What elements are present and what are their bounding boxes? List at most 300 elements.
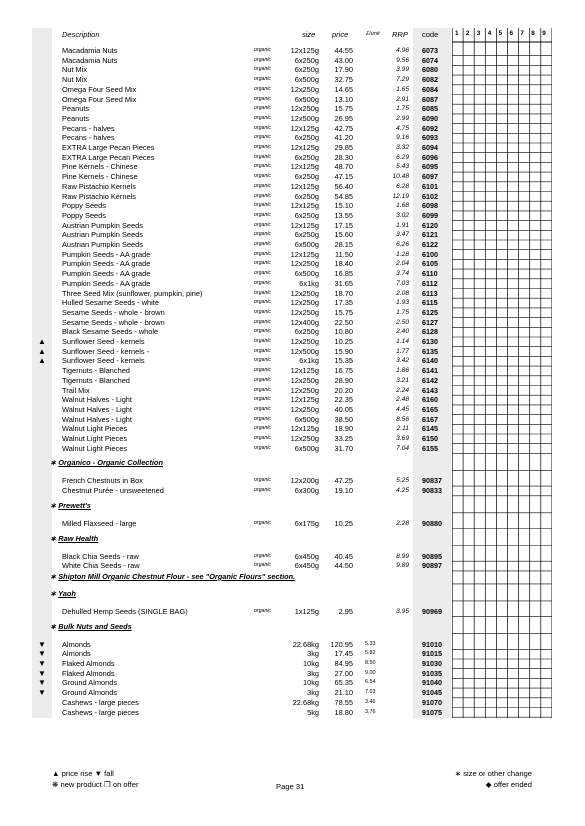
product-description: Walnut Light Pieces <box>62 424 128 434</box>
header-price: price <box>332 30 349 39</box>
case-price: 11.50 <box>335 249 353 259</box>
organic-label: organic <box>254 444 272 451</box>
pack-size: 12x250g <box>290 385 319 395</box>
organic-label: organic <box>254 211 272 218</box>
rrp-price: 8.56 <box>396 415 409 423</box>
product-description: Pecans - halves <box>62 123 115 133</box>
product-description: Flaked Almonds <box>62 659 115 668</box>
product-code: 6122 <box>422 240 438 249</box>
organic-label: organic <box>254 76 272 83</box>
rrp-price: 2.24 <box>396 386 409 394</box>
price-change-marker: ▼ <box>38 659 46 668</box>
pack-size: 12x125g <box>290 162 319 172</box>
pack-size: 6x250g <box>294 210 319 220</box>
case-price: 15.90 <box>334 346 353 356</box>
case-price: 13.10 <box>334 94 353 104</box>
case-price: 17.35 <box>334 298 353 308</box>
rrp-price: 5.43 <box>396 163 409 171</box>
product-description: Austrian Pumpkin Seeds <box>62 220 143 230</box>
product-row <box>0 104 585 114</box>
product-description: Pumpkin Seeds - AA grade <box>62 278 151 288</box>
case-price: 17.45 <box>334 649 353 659</box>
pack-size: 6x250g <box>294 172 319 182</box>
case-price: 18.90 <box>334 424 353 434</box>
product-row <box>0 269 585 279</box>
product-description: Sesame Seeds - whole - brown <box>62 317 165 327</box>
product-row <box>0 56 585 66</box>
product-description: Poppy Seeds <box>62 210 106 220</box>
pack-size: 12x250g <box>290 337 319 346</box>
case-price: 42.75 <box>334 123 353 133</box>
product-description: Cashews - large pieces <box>62 707 139 717</box>
section-heading <box>50 534 98 543</box>
product-code: 6096 <box>422 152 438 162</box>
rrp-price: 5.25 <box>396 477 409 485</box>
case-price: 22.50 <box>334 317 353 327</box>
organic-label: organic <box>254 144 272 150</box>
product-row <box>0 519 585 529</box>
case-price: 47.15 <box>334 172 353 182</box>
rrp-price: 2.04 <box>396 260 409 268</box>
pack-size: 12x125g <box>290 46 319 55</box>
order-column-number: 1 <box>455 30 459 37</box>
rrp-price: 3.21 <box>396 376 409 384</box>
organic-label: organic <box>254 105 272 112</box>
section-heading <box>50 622 132 631</box>
price-change-marker: ▲ <box>38 346 46 356</box>
product-row <box>0 182 585 192</box>
product-row <box>0 395 585 405</box>
pack-size: 12x125g <box>290 220 319 230</box>
product-row <box>0 444 585 454</box>
product-description: Dehulled Hemp Seeds (SINGLE BAG) <box>62 606 188 616</box>
product-row <box>0 366 585 376</box>
rrp-price: 9.16 <box>396 134 409 142</box>
product-code: 90897 <box>422 561 442 571</box>
pack-size: 10kg <box>302 659 319 668</box>
product-description: Nut Mix <box>62 65 88 75</box>
order-column-number: 4 <box>487 30 492 37</box>
organic-label: organic <box>254 231 272 238</box>
case-price: 56.40 <box>334 181 353 191</box>
product-description: Poppy Seeds <box>62 201 106 211</box>
case-price: 13.55 <box>334 210 353 220</box>
rrp-price: 2.28 <box>396 519 409 527</box>
section-title: Shipton Mill Organic Chestnut Flour - see "Organic Flours" section. <box>58 571 296 581</box>
case-price: 17.90 <box>334 65 353 75</box>
change-star-icon: ∗ <box>50 533 59 543</box>
order-column-number: 8 <box>531 30 535 37</box>
case-price: 31.65 <box>334 278 353 288</box>
case-price: 48.70 <box>334 162 353 172</box>
section-title: Yaoh <box>58 588 76 598</box>
product-description: Peanuts <box>62 113 90 123</box>
case-price: 43.00 <box>334 55 353 65</box>
unit-price: 5.33 <box>365 640 376 647</box>
product-row <box>0 659 585 669</box>
product-row <box>0 376 585 386</box>
organic-label: organic <box>254 124 272 131</box>
product-description: Macadamia Nuts <box>62 55 118 65</box>
product-description: Walnut Halves - Light <box>62 395 132 405</box>
header-rrp: RRP <box>392 30 408 39</box>
pack-size: 6x300g <box>294 486 319 496</box>
rrp-price: 2.48 <box>396 396 409 404</box>
pack-size: 12x125g <box>290 201 319 211</box>
product-description: Omega Four Seed Mix <box>62 94 137 104</box>
pack-size: 12x250g <box>290 259 319 269</box>
organic-label: organic <box>254 260 272 267</box>
rrp-price: 4.96 <box>396 47 409 54</box>
product-row <box>0 95 585 105</box>
product-code: 6130 <box>422 337 438 346</box>
product-row <box>0 162 585 172</box>
product-code: 6073 <box>422 46 438 55</box>
case-price: 10.25 <box>334 518 353 528</box>
rrp-price: 4.25 <box>396 487 409 495</box>
rrp-price: 1.93 <box>396 299 409 307</box>
product-code: 6085 <box>422 104 438 114</box>
product-row <box>0 308 585 318</box>
order-column-number: 3 <box>476 30 481 37</box>
case-price: 65.35 <box>334 678 353 688</box>
section-title: Bulk Nuts and Seeds <box>58 621 132 631</box>
organic-label: organic <box>254 396 272 403</box>
rrp-price: 7.29 <box>396 76 409 84</box>
order-column-number: 7 <box>520 30 524 37</box>
pack-size: 6x500g <box>294 414 319 424</box>
product-description: Ground Almonds <box>62 688 118 698</box>
pack-size: 3kg <box>307 649 319 659</box>
product-description: Macadamia Nuts <box>62 46 118 55</box>
order-column-number: 9 <box>542 30 546 37</box>
case-price: 16.75 <box>334 366 353 376</box>
rrp-price: 2.11 <box>396 425 409 433</box>
pack-size: 12x400g <box>290 317 319 327</box>
legend-size-change: ∗ size or other change <box>454 769 532 778</box>
unit-price: 8.50 <box>365 660 376 666</box>
product-description: Almonds <box>62 649 91 659</box>
product-code: 6095 <box>422 162 438 172</box>
price-change-marker: ▲ <box>38 337 46 346</box>
product-row <box>0 124 585 134</box>
case-price: 28.30 <box>334 152 353 162</box>
case-price: 17.15 <box>334 220 353 230</box>
pack-size: 6x175g <box>294 518 319 528</box>
product-code: 6142 <box>422 375 438 385</box>
legend-price-change: ▲ price rise ▼ fall <box>52 769 114 778</box>
pack-size: 6x450g <box>294 551 319 561</box>
rrp-price: 3.42 <box>396 357 409 365</box>
section-title: Raw Health <box>58 533 99 543</box>
case-price: 28.90 <box>334 375 353 385</box>
product-row <box>0 356 585 366</box>
rrp-price: 4.75 <box>396 124 409 132</box>
header-code: code <box>422 30 439 39</box>
pack-size: 6x250g <box>294 327 319 337</box>
product-row <box>0 552 585 562</box>
product-code: 91010 <box>422 639 442 649</box>
organic-label: organic <box>254 163 272 170</box>
rrp-price: 6.28 <box>396 182 409 190</box>
product-description: Walnut Light Pieces <box>62 434 128 443</box>
change-star-icon: ∗ <box>50 588 59 598</box>
organic-label: organic <box>254 405 272 412</box>
case-price: 15.75 <box>334 104 353 114</box>
organic-label: organic <box>254 182 272 189</box>
product-description: Pine Kernels - Chinese <box>62 162 138 172</box>
pack-size: 12x500g <box>290 113 319 123</box>
case-price: 29.85 <box>334 143 353 152</box>
case-price: 10.25 <box>334 337 353 346</box>
product-description: Pecans - halves <box>62 133 115 143</box>
product-row <box>0 486 585 496</box>
unit-price: 9.00 <box>365 669 376 676</box>
organic-label: organic <box>254 221 272 228</box>
product-code: 6115 <box>422 298 438 308</box>
case-price: 19.10 <box>334 486 353 496</box>
case-price: 18.40 <box>334 259 353 269</box>
product-code: 6092 <box>422 123 438 133</box>
case-price: 33.25 <box>334 434 353 443</box>
unit-price: 3.76 <box>365 708 376 715</box>
header-description: Description <box>62 30 100 39</box>
product-code: 90969 <box>422 606 442 616</box>
product-row <box>0 65 585 75</box>
pack-size: 12x250g <box>290 434 319 443</box>
organic-label: organic <box>254 367 272 374</box>
product-code: 6167 <box>422 414 438 424</box>
product-code: 6112 <box>422 278 438 288</box>
product-row <box>0 259 585 269</box>
pack-size: 6x250g <box>294 191 319 201</box>
organic-label: organic <box>254 308 272 315</box>
product-description: Cashews - large pieces <box>62 697 139 707</box>
case-price: 15.10 <box>334 201 353 211</box>
case-price: 84.95 <box>334 659 353 668</box>
case-price: 40.05 <box>334 404 353 414</box>
product-code: 6097 <box>422 172 438 182</box>
section-title: Prewett's <box>58 500 91 510</box>
product-code: 91030 <box>422 659 442 668</box>
price-change-marker: ▼ <box>38 649 46 659</box>
rrp-price: 2.50 <box>396 318 409 326</box>
rrp-price: 9.89 <box>396 562 409 570</box>
case-price: 28.15 <box>334 240 353 249</box>
product-row <box>0 279 585 289</box>
product-description: Milled Flaxseed - large <box>62 518 137 528</box>
product-description: Tigernuts - Blanched <box>62 366 130 376</box>
product-row <box>0 607 585 617</box>
rrp-price: 1.14 <box>396 338 409 345</box>
product-row <box>0 46 585 56</box>
rrp-price: 1.75 <box>396 105 409 113</box>
unit-price: 6.54 <box>365 679 376 686</box>
product-description: Pumpkin Seeds - AA grade <box>62 269 151 279</box>
page-number: Page 31 <box>276 782 305 791</box>
rrp-price: 4.45 <box>396 405 409 413</box>
product-code: 6094 <box>422 143 438 152</box>
change-star-icon: ∗ <box>50 458 59 468</box>
pack-size: 12x125g <box>290 143 319 152</box>
rrp-price: 1.75 <box>396 308 409 316</box>
organic-label: organic <box>254 318 272 325</box>
organic-label: organic <box>254 552 272 559</box>
organic-label: organic <box>254 425 272 432</box>
case-price: 32.75 <box>334 75 353 85</box>
product-row <box>0 327 585 337</box>
pack-size: 6x250g <box>294 55 319 65</box>
product-code: 6105 <box>422 259 438 269</box>
legend-offer-ended: ◆ offer ended <box>485 780 532 789</box>
pack-size: 12x250g <box>290 84 319 94</box>
product-row <box>0 289 585 299</box>
organic-label: organic <box>254 328 272 335</box>
product-code: 6128 <box>422 327 438 337</box>
pack-size: 12x125g <box>290 181 319 191</box>
product-row <box>0 75 585 85</box>
legend-new-product: ❋ new product ❒ on offer <box>52 780 139 789</box>
organic-label: organic <box>254 153 272 160</box>
product-row <box>0 201 585 211</box>
organic-label: organic <box>254 299 272 306</box>
case-price: 2.95 <box>338 606 353 616</box>
organic-label: organic <box>254 562 272 569</box>
header-size: size <box>302 30 316 39</box>
pack-size: 12x250g <box>290 288 319 298</box>
product-row <box>0 476 585 486</box>
pack-size: 22.68kg <box>292 697 319 707</box>
organic-label: organic <box>254 250 272 257</box>
unit-price: 7.03 <box>365 689 376 696</box>
product-row <box>0 424 585 434</box>
product-code: 6150 <box>422 434 438 443</box>
product-code: 6099 <box>422 210 438 220</box>
pack-size: 6x250g <box>294 133 319 143</box>
product-description: Black Sesame Seeds - whole <box>62 327 159 337</box>
pack-size: 12x250g <box>290 104 319 114</box>
product-description: Ground Almonds <box>62 678 118 688</box>
rrp-price: 3.69 <box>396 435 409 442</box>
case-price: 15.75 <box>334 307 353 317</box>
case-price: 18.80 <box>334 707 353 717</box>
price-change-marker: ▼ <box>38 678 46 688</box>
section-heading <box>50 501 91 510</box>
section-title: Organico - Organic Collection <box>58 458 163 468</box>
organic-label: organic <box>254 347 272 354</box>
pack-size: 6x250g <box>294 230 319 240</box>
product-description: Austrian Pumpkin Seeds <box>62 240 143 249</box>
product-description: Walnut Halves - Light <box>62 414 132 424</box>
product-row <box>0 669 585 679</box>
pack-size: 3kg <box>307 688 319 698</box>
product-code: 91075 <box>422 707 442 717</box>
pack-size: 6x1kg <box>299 278 319 288</box>
organic-label: organic <box>254 173 272 180</box>
order-column-number: 5 <box>498 30 503 37</box>
product-description: Peanuts <box>62 104 90 114</box>
organic-label: organic <box>254 289 272 296</box>
product-row <box>0 85 585 95</box>
price-change-marker: ▲ <box>38 356 46 366</box>
pack-size: 12x125g <box>290 424 319 434</box>
product-row <box>0 240 585 250</box>
organic-label: organic <box>254 357 272 364</box>
product-description: EXTRA Large Pecan Pieces <box>62 143 155 152</box>
product-row <box>0 405 585 415</box>
product-code: 6143 <box>422 385 438 395</box>
product-code: 6098 <box>422 201 438 211</box>
product-description: EXTRA Large Pecan Pieces <box>62 152 155 162</box>
case-price: 54.85 <box>334 191 353 201</box>
rrp-price: 2.99 <box>396 114 409 122</box>
pack-size: 12x250g <box>290 404 319 414</box>
product-row <box>0 172 585 182</box>
case-price: 18.70 <box>334 288 353 298</box>
pack-size: 12x125g <box>290 366 319 376</box>
case-price: 22.35 <box>334 395 353 405</box>
product-description: Three Seed Mix (sunflower, pumpkin, pine) <box>62 288 203 298</box>
product-description: Pine Kernels - Chinese <box>62 172 138 182</box>
order-column-number: 2 <box>465 30 470 37</box>
product-description: Sunflower Seed - kernels - <box>62 346 150 356</box>
case-price: 26.95 <box>334 113 353 123</box>
product-row <box>0 298 585 308</box>
rrp-price: 6.26 <box>396 241 409 248</box>
product-code: 91040 <box>422 678 442 688</box>
product-description: Almonds <box>62 639 91 649</box>
pack-size: 6x500g <box>294 75 319 85</box>
pack-size: 6x500g <box>294 240 319 249</box>
pack-size: 12x125g <box>290 395 319 405</box>
organic-label: organic <box>254 270 272 277</box>
product-row <box>0 133 585 143</box>
product-row <box>0 434 585 444</box>
product-row <box>0 698 585 708</box>
pack-size: 12x250g <box>290 298 319 308</box>
product-code: 91045 <box>422 688 442 698</box>
case-price: 41.20 <box>334 133 353 143</box>
product-row <box>0 415 585 425</box>
order-column-number: 6 <box>509 30 514 37</box>
product-row <box>0 318 585 328</box>
product-description: White Chia Seeds - raw <box>62 561 140 571</box>
product-description: Walnut Halves - Light <box>62 404 132 414</box>
product-code: 6084 <box>422 84 438 94</box>
product-description: Raw Pistachio Kernels <box>62 191 136 201</box>
pack-size: 6x250g <box>294 152 319 162</box>
product-row <box>0 337 585 347</box>
rrp-price: 2.40 <box>396 328 409 336</box>
product-row <box>0 640 585 650</box>
section-heading <box>50 458 163 467</box>
product-description: Hulled Sesame Seeds - white <box>62 298 159 308</box>
case-price: 44.50 <box>334 561 353 571</box>
product-description: Black Chia Seeds - raw <box>62 551 139 561</box>
product-code: 6074 <box>422 55 438 65</box>
organic-label: organic <box>254 114 272 121</box>
rrp-price: 8.99 <box>396 552 409 560</box>
organic-label: organic <box>254 386 272 393</box>
product-code: 6125 <box>422 307 438 317</box>
case-price: 78.55 <box>334 697 353 707</box>
product-description: Tigernuts - Blanched <box>62 375 130 385</box>
case-price: 31.70 <box>334 443 353 453</box>
change-star-icon: ∗ <box>50 500 59 510</box>
case-price: 15.35 <box>334 356 353 366</box>
product-code: 6127 <box>422 317 438 327</box>
product-code: 6080 <box>422 65 438 75</box>
